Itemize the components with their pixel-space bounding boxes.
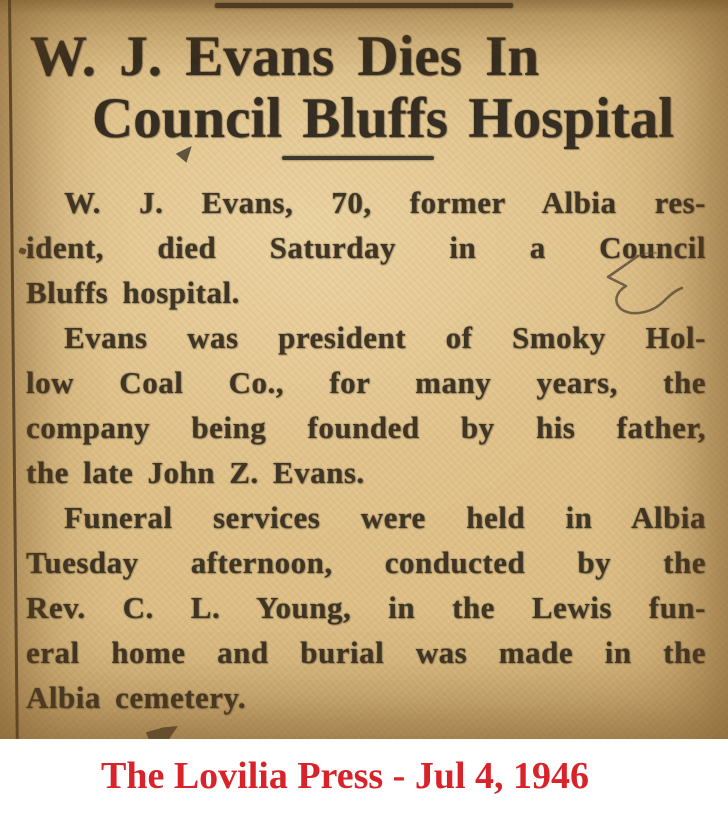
headline-line-1: W. J. Evans Dies In (30, 25, 540, 88)
headline-line-2: Council Bluffs Hospital (92, 87, 675, 150)
body-line: company being founded by his father, (26, 410, 706, 445)
body-line: Albia cemetery. (26, 680, 247, 715)
body-line: Bluffs hospital. (26, 275, 240, 310)
body-line: W. J. Evans, 70, former Albia res- (64, 185, 706, 220)
body-line: eral home and burial was made in the (26, 635, 706, 670)
pencil-check-mark (594, 250, 690, 326)
headline-divider-rule (282, 156, 434, 160)
body-line: Tuesday afternoon, conducted by the (26, 545, 706, 580)
ink-smudge (146, 726, 178, 739)
top-section-rule (215, 3, 513, 8)
body-line: ident, died Saturday in a Council (26, 230, 706, 265)
body-line: Funeral services were held in Albia (64, 500, 706, 535)
body-line: Rev. C. L. Young, in the Lewis fun- (26, 590, 706, 625)
body-line: Evans was president of Smoky Hol- (64, 320, 706, 355)
column-rule-left (8, 0, 19, 739)
clipping-caption: The Lovilia Press - Jul 4, 1946 (100, 755, 590, 797)
body-line: the late John Z. Evans. (26, 455, 365, 490)
body-line: low Coal Co., for many years, the (26, 365, 706, 400)
